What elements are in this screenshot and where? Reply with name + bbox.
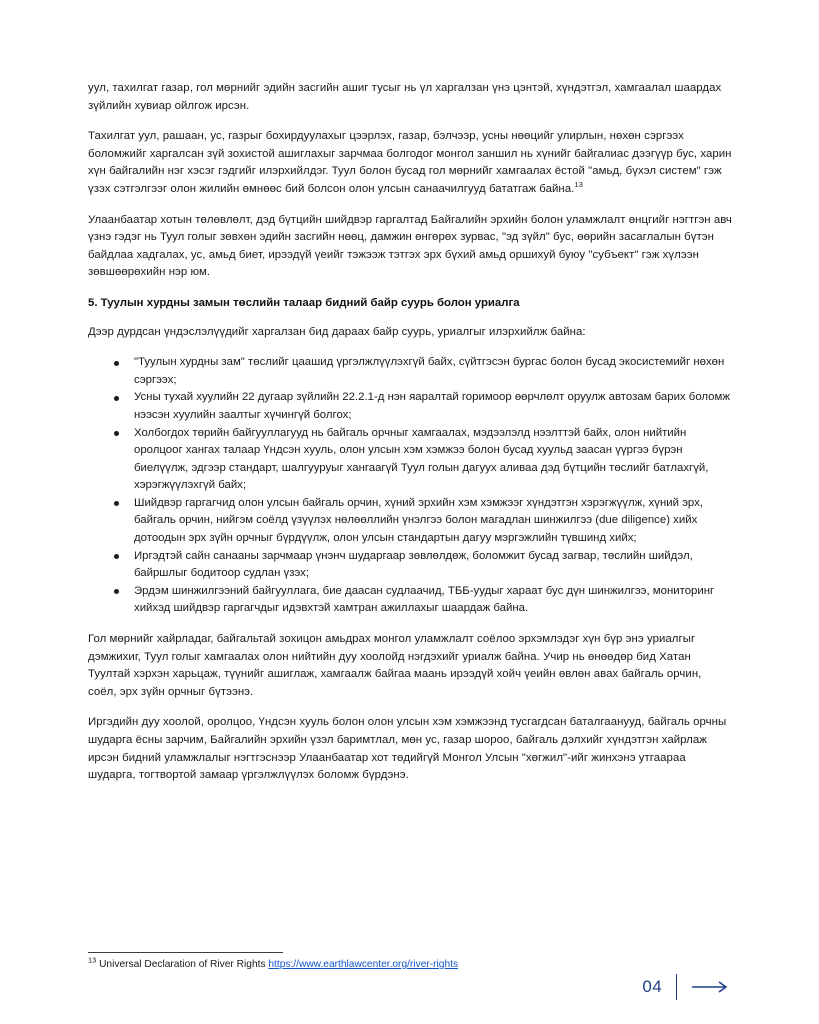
list-item-label: Шийдвэр гаргагчид олон улсын байгаль орчин, хүний эрхийн хэм хэмжээг хүндэтгэн хэрэгжүүлж, хүний эрх, байгаль орчин, нийгэм соёлд үзүүлэх нөлөөллийн үнэлгээ болон магадлан шинжилгээ (due diligence) хийх дотоодын эрх зүйн орчныг бүрдүүлж, олон улсын стандартын дагуу мэргэжлийн түвшинд хийх;: [134, 496, 704, 545]
list-item-label: Иргэдтэй сайн санааны зарчмаар үнэнч шударгаар зөвлөлдөж, боломжит бусад загвар, төслийн шийдэл, байршлыг бодитоор судлан үзэх;: [134, 549, 693, 580]
list-item: [88, 354, 733, 389]
paragraph: Иргэдийн дуу хоолой, оролцоо, Үндсэн хууль болон олон улсын хэм хэмжээнд тусгагдсан баталгаанууд, байгаль орчны шударга ёсны зарчим, Байгалийн эрхийн үзэл баримтлал, мөн ус, газар шороо, байгаль дэлхийг хүндэтгэн хайрлаж ирсэн бидний уламжлалыг нэгтгэснээр Улаанбаатар хот төдийгүй Монгол Улсын "хөгжил"-ийг жинхэнэ утгаараа шударга, тогтвортой замаар үргэлжлүүлэх боломж бүрдэнэ.: [88, 716, 727, 782]
paragraph: Гол мөрнийг хайрладаг, байгальтай зохицон амьдрах монгол уламжлалт соёлоо эрхэмлэдэг хүн бүр энэ уриалгыг дэмжихиг, Туул голыг хамгаалах олон нийтийн дуу хоолойд нэгдэхийг уриалж байна. Учир нь өнөөдөр бид Хатан Туултай хэрхэн харьцаж, түүнийг ашиглаж, хамгаалж байгаа маань ирээдүй хойч үеийн өвлөн авах байгаль орчин, соёл, эрх зүйн орчныг бүтээнэ.: [88, 633, 702, 698]
page-footer: [642, 974, 733, 1000]
bullet-icon: [114, 501, 119, 506]
list-item-label: "Туулын хурдны зам" төслийг цаашид үргэлжлүүлэхгүй байх, сүйтгэсэн бургас болон бусад экосистемийг нөхөн сэргээх;: [134, 356, 725, 386]
bullet-icon: [114, 589, 119, 594]
footnote: [88, 957, 708, 972]
list-item-label: Усны тухай хуулийн 22 дугаар зүйлийн 22.2.1-д нэн яаралтай горимоор өөрчлөлт оруулж автозам барих боломж нээсэн хуулийн заалтыг хүчингүй болгох;: [134, 391, 730, 421]
list-item-label: Эрдэм шинжилгээний байгууллага, бие даасан судлаачид, ТББ-уудыг хараат бус дүн шинжилгээ, мониторинг хийхэд шийдвэр гаргагчдыг идэвхтэй хамтран ажиллахыг шаардаж байна.: [134, 584, 715, 615]
footnote-reference: 13: [574, 180, 583, 190]
arrow-right-icon: [691, 980, 733, 994]
paragraph: [88, 128, 733, 198]
paragraph-text: Тахилгат уул, рашаан, ус, газрыг бохирдуулахыг цээрлэх, газар, бэлчээр, усны нөөцийг улирлын, нөхөн сэргээх боломжийг харгалсан зүй зохистой ашиглахыг зарчмаа болгодог монгол заншил нь хүнийг байгалиас дээгүүр бус, харин хүн байгалийн нэг хэсэг гэдгийг илэрхийлдэг. Туул болон бусад гол мөрнийг хамгаалах ёстой "амьд, бүхэл систем" гэж үзэх сэтгэлгээг олон жилийн өмнөөс бий болсон олон улсын санаачилгууд бататгаж байна.: [88, 130, 732, 195]
list-item-label: Холбогдох төрийн байгууллагууд нь байгаль орчныг хамгаалах, мэдээлэлд нээлттэй байх, олон нийтийн оролцоог хангах талаар Үндсэн хууль, олон улсын хэм хэмжээ болон бусад хуульд заасан үүргээ бүрэн биелүүлж, эдгээр стандарт, шалгууруыг хангаагүй Туул голын дагуух аливаа дэд бүтцийн төслийг батлахгүй, хэрэгжүүлэхгүй байх;: [134, 426, 709, 492]
bullet-icon: [114, 431, 119, 436]
list-item: [88, 548, 733, 583]
list-item: [88, 389, 733, 424]
footnote-link[interactable]: https://www.earthlawcenter.org/river-rights: [268, 959, 459, 970]
section-intro: Дээр дурдсан үндэслэлүүдийг харгалзан бид дараах байр суурь, уриалгыг илэрхийлж байна:: [88, 325, 586, 338]
footnote-marker: 13: [88, 955, 97, 965]
bullet-icon: [114, 361, 119, 366]
footer-divider: [676, 974, 677, 1000]
paragraph: уул, тахилгат газар, гол мөрнийг эдийн засгийн ашиг тусыг нь үл харгалзан үнэ цэнтэй, хүндэтгэл, хамгаалал шаардах зүйлийн хувиар ойлгож ирсэн.: [88, 82, 722, 112]
bullet-icon: [114, 554, 119, 559]
list-item: [88, 495, 733, 548]
footnote-divider: [88, 952, 283, 953]
paragraph: Улаанбаатар хотын төлөвлөлт, дэд бүтцийн шийдвэр гаргалтад Байгалийн эрхийн болон уламжлалт өнцгийг нэгтгэн авч үзнэ гэдэг нь Туул голыг зөвхөн эдийн засгийн нөөц, дамжин өнгөрөх зурвас, "эд зүйл" бус, өөрийн засаглалын бүтэн байдлаа хадгалах, ус, амьд биет, ирээдүй үеийг тэжээж тэтгэх эрх бүхий амьд оршихуй буюу "субъект" гэж хүлээн зөвшөөрөхийн нэр юм.: [88, 213, 732, 279]
list-item: [88, 583, 733, 618]
list-item: [88, 425, 733, 495]
footnote-text: Universal Declaration of River Rights: [99, 959, 266, 970]
bullet-icon: [114, 396, 119, 401]
section-heading: 5. Туулын хурдны замын төслийн талаар бидний байр суурь болон уриалга: [88, 296, 520, 309]
demands-list: [88, 354, 733, 618]
document-body: [88, 80, 733, 798]
page-number: 04: [642, 977, 662, 996]
